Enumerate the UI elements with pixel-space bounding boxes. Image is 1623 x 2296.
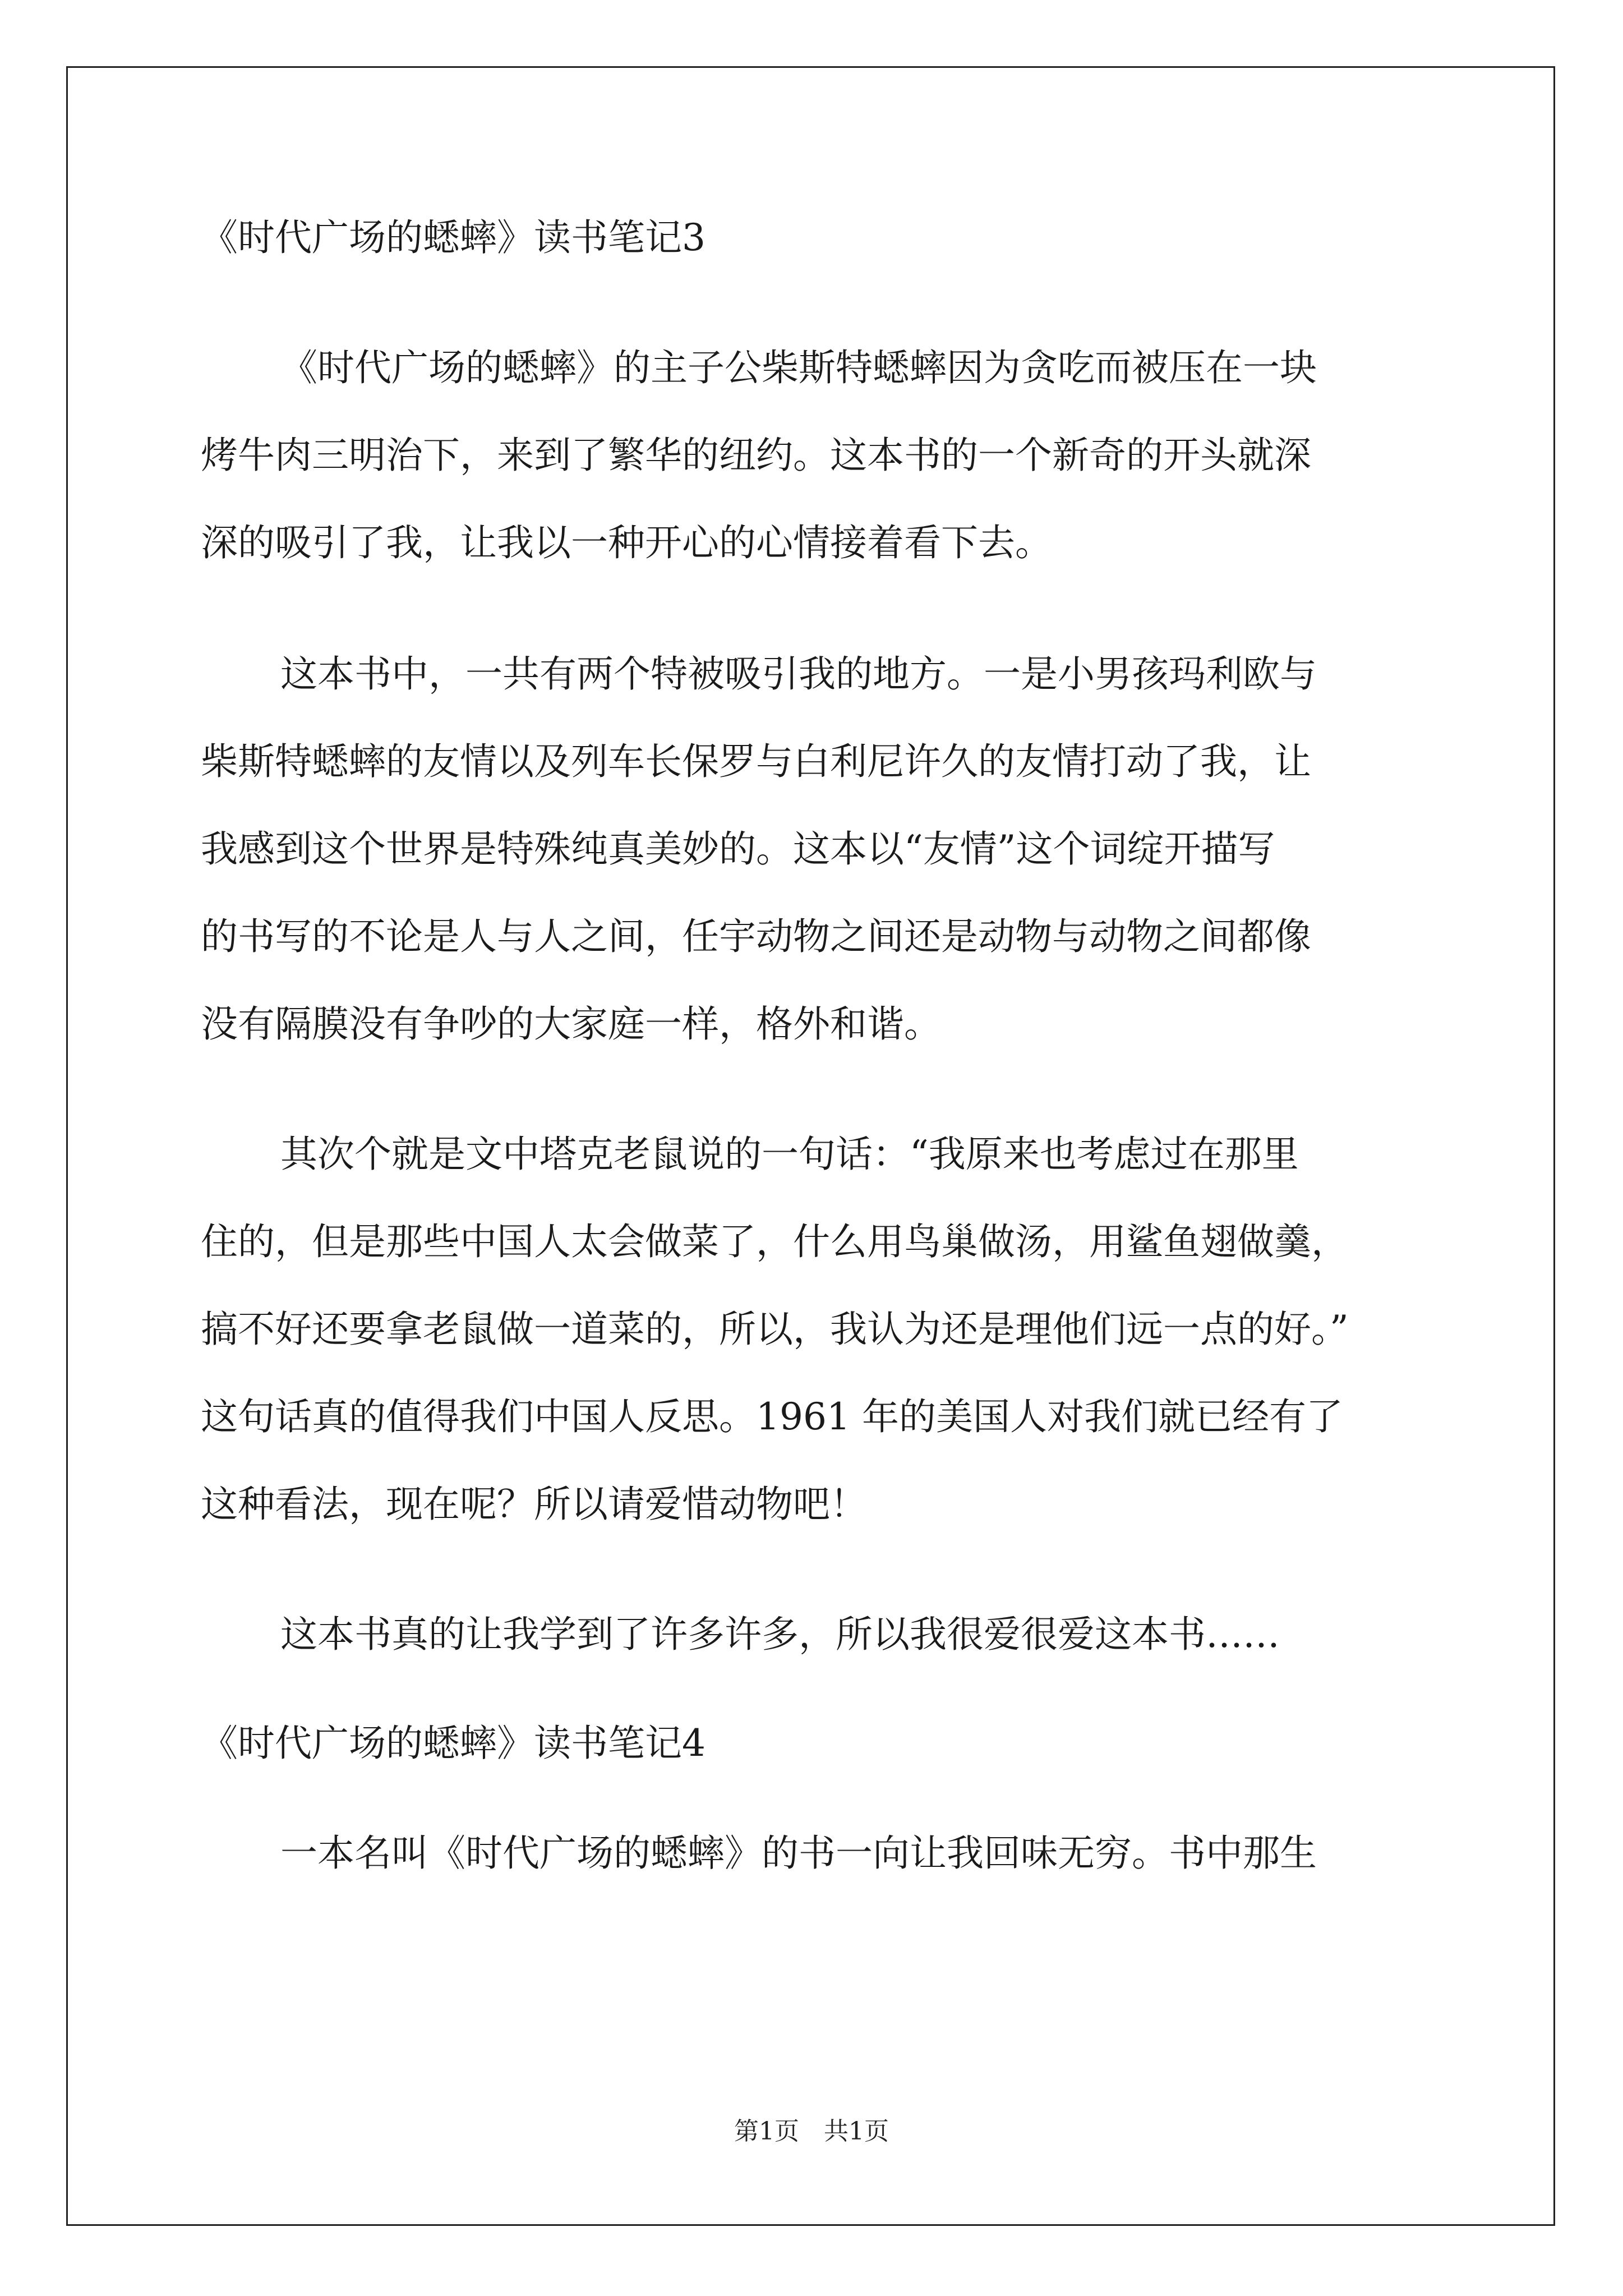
paragraph-line: 深的吸引了我，让我以一种开心的心情接着看下去。 — [201, 521, 1052, 564]
paragraph-line: 搞不好还要拿老鼠做一道菜的，所以，我认为还是理他们远一点的好。” — [201, 1308, 1349, 1351]
paragraph-line: 住的，但是那些中国人太会做菜了，什么用鸟巢做汤，用鲨鱼翅做羹， — [201, 1220, 1348, 1263]
paragraph-line: 这本书中，一共有两个特被吸引我的地方。一是小男孩玛利欧与 — [280, 652, 1317, 696]
paragraph-line: 《时代广场的蟋蟀》的主子公柴斯特蟋蟀因为贪吃而被压在一块 — [280, 346, 1317, 389]
section-title: 《时代广场的蟋蟀》读书笔记4 — [201, 1722, 706, 1765]
paragraph-line: 其次个就是文中塔克老鼠说的一句话：“我原来也考虑过在那里 — [280, 1133, 1299, 1176]
page-number: 第1页 共1页 — [734, 2117, 889, 2146]
paragraph-line: 这种看法，现在呢？所以请爱惜动物吧！ — [201, 1483, 867, 1526]
paragraph-line: 这句话真的值得我们中国人反思。1961 年的美国人对我们就已经有了 — [201, 1395, 1343, 1438]
paragraph-line: 的书写的不论是人与人之间，任宇动物之间还是动物与动物之间都像 — [201, 915, 1311, 958]
section-title: 《时代广场的蟋蟀》读书笔记3 — [201, 216, 706, 259]
paragraph-line: 柴斯特蟋蟀的友情以及列车长保罗与白利尼许久的友情打动了我，让 — [201, 740, 1311, 783]
paragraph-line: 我感到这个世界是特殊纯真美妙的。这本以“友情”这个词绽开描写 — [201, 827, 1275, 871]
paragraph-line: 没有隔膜没有争吵的大家庭一样，格外和谐。 — [201, 1002, 941, 1046]
paragraph-line: 一本名叫《时代广场的蟋蟀》的书一向让我回味无穷。书中那生 — [280, 1832, 1317, 1875]
paragraph-line: 这本书真的让我学到了许多许多，所以我很爱很爱这本书…… — [280, 1613, 1280, 1656]
paragraph-line: 烤牛肉三明治下，来到了繁华的纽约。这本书的一个新奇的开头就深 — [201, 434, 1311, 477]
